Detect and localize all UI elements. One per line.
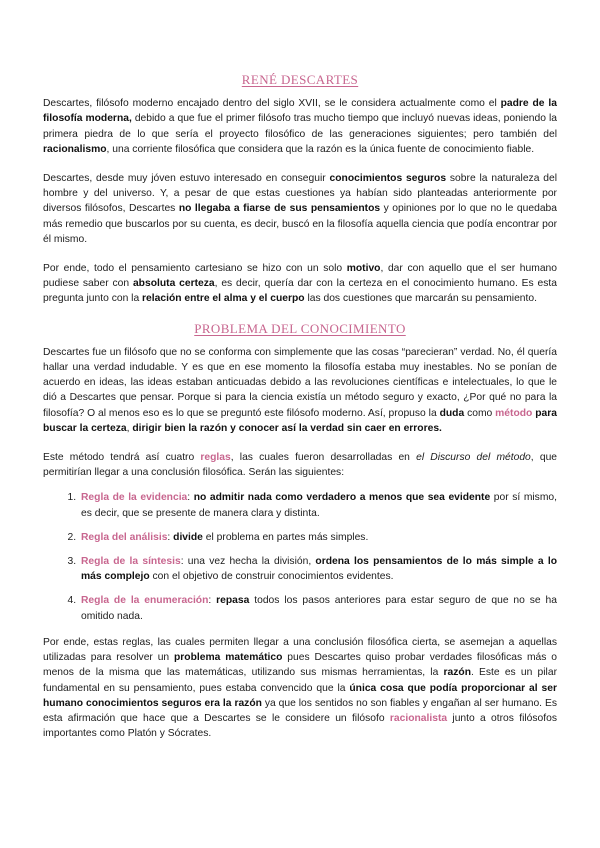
text-span: , que permitirían llegar a una conclusión filosófica. Serán las siguientes: (43, 452, 558, 479)
text-span: Descartes, desde muy jóven estuvo interesado en conseguir (43, 173, 330, 185)
bold-term: no admitir nada como verdadero a menos que sea evidente (193, 492, 491, 504)
highlight-term: reglas (200, 452, 231, 464)
text-span: como (464, 407, 496, 419)
paragraph-rules-intro (43, 450, 557, 480)
highlight-term: método (495, 407, 533, 419)
section-title-problema-conocimiento: PROBLEMA DEL CONOCIMIENTO (194, 320, 406, 336)
text-span: , las cuales fueron desarrolladas en (230, 452, 417, 464)
paragraph-method (43, 345, 557, 436)
bold-term: absoluta certeza (132, 278, 215, 290)
list-item-rule-synthesis (79, 554, 557, 584)
text-span: Por ende, estas reglas, las cuales permiten llegar a una conclusión filosófica cierta, se asemejan a aquellas utilizadas para resolver un (43, 636, 557, 664)
bold-term: relación entre el alma y el cuerpo (142, 293, 305, 305)
rule-name: Regla de la evidencia (81, 492, 188, 504)
text-span: por sí mismo, es decir, que se presente de manera clara y distinta. (81, 492, 557, 519)
text-span: todos los pasos anteriores para estar seguro de que no se ha omitido nada. (81, 595, 557, 622)
bold-term: padre de la filosofía moderna, (43, 98, 557, 125)
bold-term: para buscar la certeza (43, 407, 557, 434)
text-span: , una corriente filosófica que considera que la razón es la única fuente de conocimiento fiable. (106, 143, 535, 155)
text-span: : (187, 492, 194, 504)
bold-term: duda (439, 407, 465, 419)
text-span: : (167, 531, 174, 543)
text-span: Este método tendrá así cuatro (43, 452, 201, 464)
paragraph-motive (43, 261, 557, 307)
text-span: Por ende, todo el pensamiento cartesiano se hizo con un solo (43, 263, 347, 275)
bold-term: ordena los pensamientos de lo más simple a lo más complejo (81, 556, 557, 583)
section-title-rene-descartes: RENÉ DESCARTES (241, 72, 359, 87)
text-span: : (208, 595, 217, 607)
text-span: y opiniones por lo que no le quedaba más remedio que buscarlos por su cuenta, es decir, buscó en la filosofía aquella ciencia que podía encontrar por él mismo. (43, 203, 557, 245)
highlight-term: racionalista (389, 712, 448, 724)
text-span: el problema en partes más simples. (202, 531, 369, 543)
italic-title: el Discurso del método (416, 452, 531, 464)
bold-term: motivo (346, 263, 381, 275)
text-span: con el objetivo de construir conocimientos evidentes. (149, 571, 394, 583)
list-item-rule-enumeration (79, 593, 557, 623)
text-span: ya que los sentidos no son fiables y engañan al ser humano. Es esta afirmación que hace que a Descartes se le considere un filósofo (43, 697, 557, 724)
paragraph-intro (43, 96, 557, 157)
rules-list (43, 490, 557, 623)
paragraph-conclusion (43, 635, 557, 741)
bold-term: divide (173, 531, 203, 543)
list-item-rule-analysis (79, 530, 557, 545)
text-span: , (126, 422, 133, 434)
list-item-rule-evidence (79, 490, 557, 520)
text-span: sobre la naturaleza del hombre y del universo. Y, a pesar de que estas cuestiones ya habían sido planteadas anteriormente por diversos filósofos, Descartes (43, 173, 557, 215)
text-span: , dar con aquello que el ser humano pudiese saber con (43, 263, 557, 290)
text-span: pues Descartes quiso probar verdades filosóficas más o menos de la misma que las matemáticas, utilizando sus mismas herramientas, la (43, 652, 557, 679)
text-span: Descartes, filósofo moderno encajado dentro del siglo XVII, se le considera actualmente como el (43, 98, 501, 110)
rule-name: Regla de la síntesis (81, 556, 181, 568)
text-span: junto a otros filósofos importantes como Platón y Sócrates. (43, 712, 558, 740)
rule-name: Regla de la enumeración (81, 595, 209, 607)
text-span: , es decir, quería dar con la certeza en el conocimiento humano. Es esta pregunta junto con la (43, 278, 558, 305)
text-span: . Este es un pilar fundamental en su pensamiento, pues estaba convencido que la (43, 667, 557, 694)
bold-term: no llegaba a fiarse de sus pensamientos (178, 203, 381, 215)
bold-term: única cosa que podía proporcionar al ser humano conocimientos seguros era la razón (43, 682, 557, 709)
paragraph-knowledge (43, 171, 557, 247)
text-span: Descartes fue un filósofo que no se conforma con simplemente que las cosas “parecieran” verdad. No, él quería hallar una verdad indudable. Y es que en ese momento la filosofía estaba muy inestables. No se ponían de acuerdo en ideas, las ideas estaban anticuadas debido a las revoluciones científicas e intelectuales, lo que le dió a Descartes que pensar. Porque si para la ciencia existía un método seguro y exacto, ¿Por qué no para la filosofía? O al menos eso es lo que se preguntó este filósofo moderno. Así, propuso la (43, 346, 557, 419)
bold-term: conocimientos seguros (329, 173, 447, 185)
bold-term: dirigir bien la razón y conocer así la verdad sin caer en errores. (132, 422, 442, 434)
bold-term: racionalismo (43, 143, 107, 155)
text-span: las dos cuestiones que marcarán su pensamiento. (304, 293, 537, 305)
bold-term: problema matemático (174, 652, 283, 664)
bold-term: repasa (216, 595, 250, 607)
text-span: debido a que fue el primer filósofo tras mucho tiempo que incluyó nuevas ideas, poniendo la primera piedra de lo que sería el proyecto filosófico de las generaciones siguientes; pero también del (43, 113, 557, 140)
bold-term: razón (443, 667, 471, 679)
rule-name: Regla del análisis (81, 531, 168, 543)
text-span: : una vez hecha la división, (180, 556, 316, 568)
